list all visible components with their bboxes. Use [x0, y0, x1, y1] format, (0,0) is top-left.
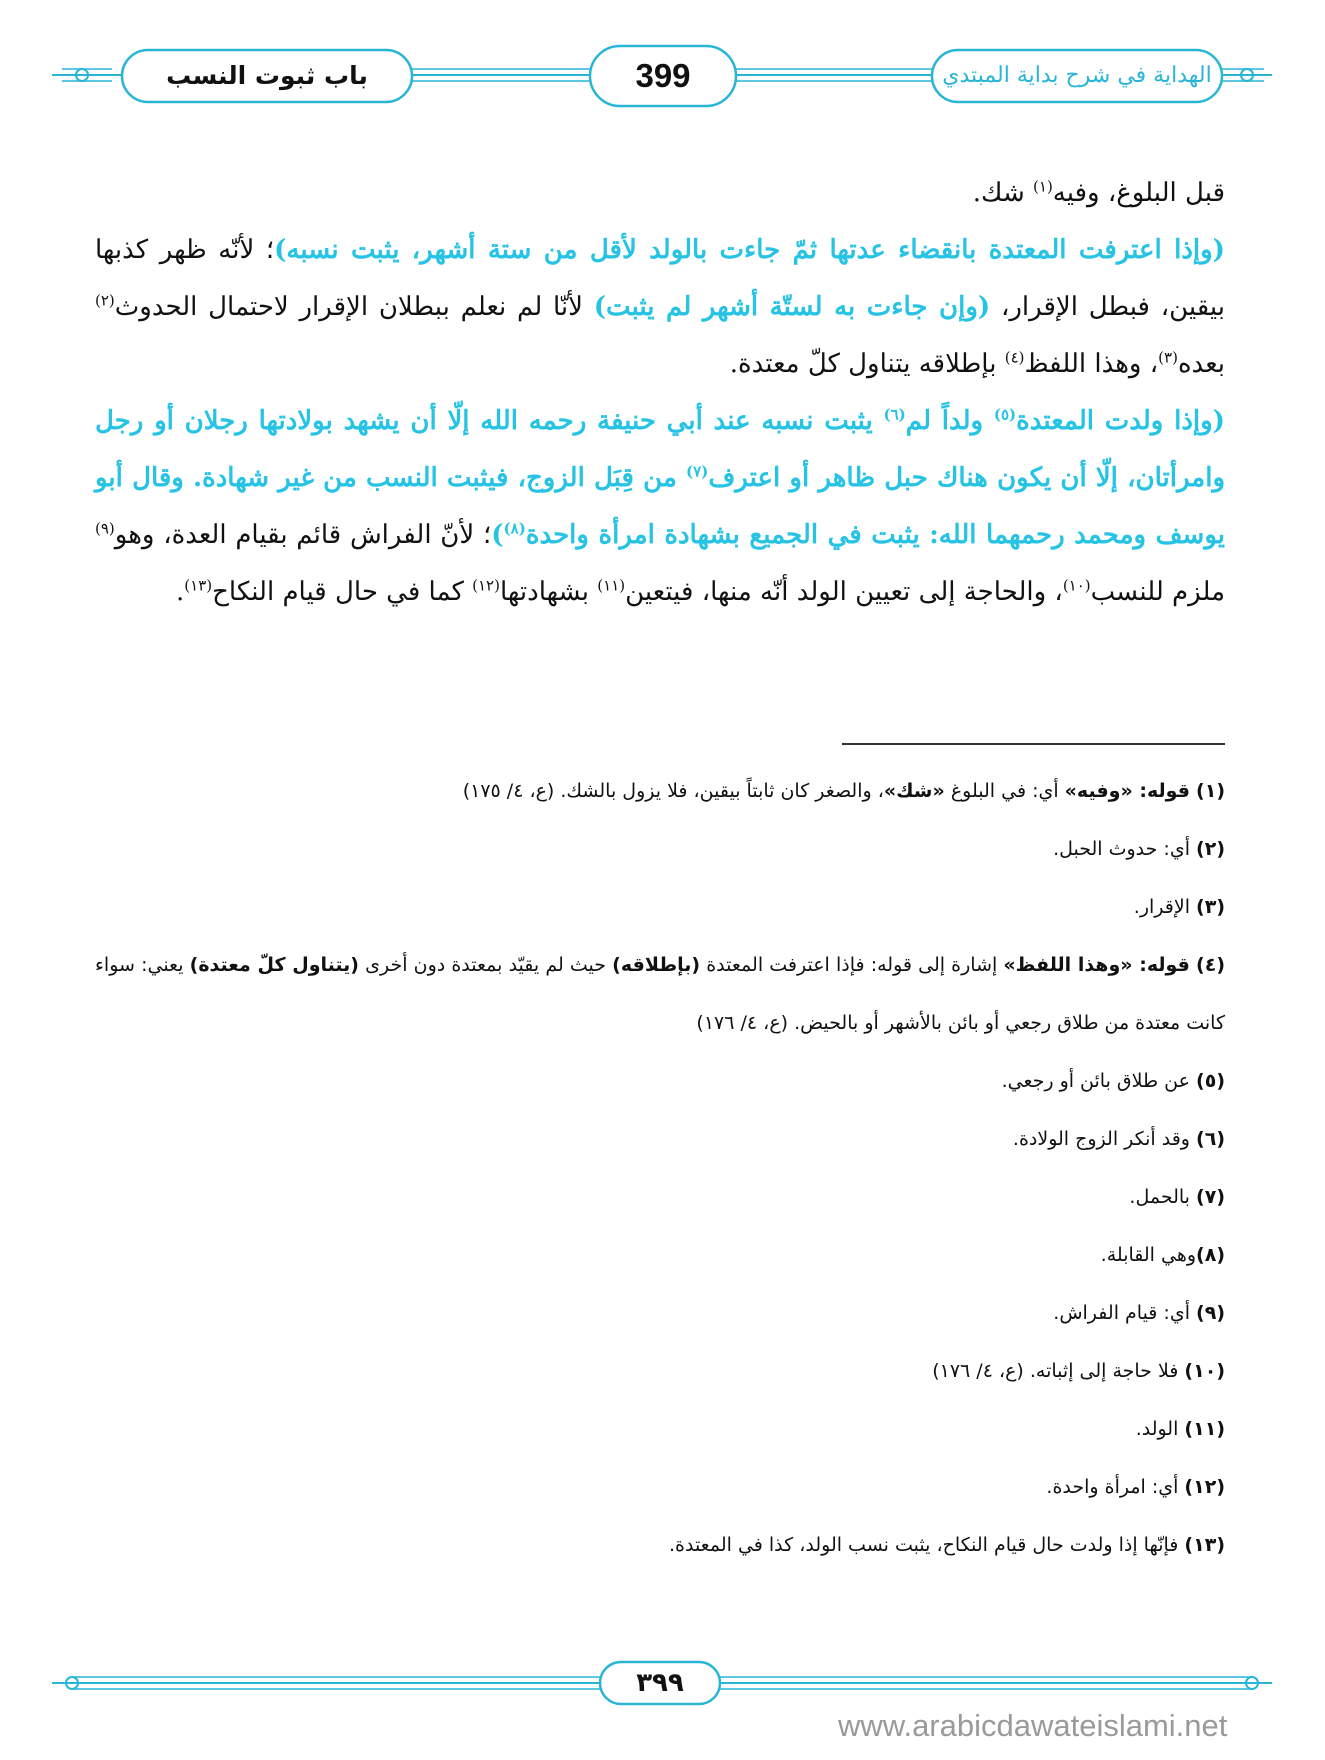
- footnote-13: [95, 1516, 1225, 1574]
- footnote-text: أي: قيام الفراش.: [1053, 1302, 1197, 1324]
- footnote-text: الإقرار.: [1133, 896, 1197, 918]
- footnote-2: [95, 820, 1225, 878]
- footnote-text: أي: امرأة واحدة.: [1046, 1476, 1185, 1498]
- footnote-6: [95, 1110, 1225, 1168]
- footnote-bold: (بإطلاقه): [612, 954, 701, 976]
- footnote-bold: (يتناول كلّ معتدة): [189, 954, 359, 976]
- matn-text: (وإذا اعترفت المعتدة بانقضاء عدتها ثمّ جاءت بالولد لأقل من ستة أشهر، يثبت نسبه): [274, 235, 1225, 265]
- matn-text: (وإن جاءت به لستّة أشهر لم يثبت): [593, 292, 991, 322]
- text-run: ؛ لأنّه ظهر كذبها بيقين، فبطل الإقرار،: [95, 235, 1225, 322]
- text-run: .: [176, 577, 185, 607]
- paragraph-2: [95, 222, 1225, 393]
- footnote-text: أي: حدوث الحبل.: [1053, 838, 1197, 860]
- footnote-ref: (٩): [95, 519, 115, 538]
- footnote-number: (١٠): [1184, 1360, 1225, 1382]
- paragraph-3: [95, 393, 1225, 621]
- footnote-text: فإنّها إذا ولدت حال قيام النكاح، يثبت نسب الولد، كذا في المعتدة.: [668, 1534, 1185, 1556]
- footnote-number: (٧): [1196, 1186, 1225, 1208]
- footnote-number: (٥): [1196, 1070, 1225, 1092]
- footnote-bold: قوله: «وهذا اللفظ»: [1003, 954, 1190, 976]
- footnote-7: [95, 1168, 1225, 1226]
- text-run: شك.: [972, 178, 1034, 208]
- text-run: قبل البلوغ، وفيه: [1052, 178, 1225, 208]
- footnote-ref: (٤): [1004, 348, 1025, 367]
- footnote-number: (٨): [1196, 1244, 1225, 1266]
- footnotes: [95, 762, 1225, 1574]
- footnote-9: [95, 1284, 1225, 1342]
- chapter-title: باب ثبوت النسب: [166, 61, 368, 90]
- text-run: كما في حال قيام النكاح: [212, 577, 473, 607]
- footnote-1: [95, 762, 1225, 820]
- footnote-ref: (٨): [503, 519, 526, 538]
- text-run: ملزم للنسب: [1090, 577, 1225, 607]
- footnote-text: بالحمل.: [1129, 1186, 1197, 1208]
- footnote-number: (١): [1196, 780, 1225, 802]
- footnote-bold: «شك»: [883, 780, 945, 802]
- footnote-text: وهي القابلة.: [1100, 1244, 1197, 1266]
- footnote-10: [95, 1342, 1225, 1400]
- footnote-5: [95, 1052, 1225, 1110]
- text-run: ، والحاجة إلى تعيين الولد أنّه منها، فيتعين: [625, 577, 1063, 607]
- header-page-number: 399: [635, 57, 691, 94]
- text-run: ، وهذا اللفظ: [1024, 349, 1159, 379]
- matn-text: من قِبَل الزوج، فيثبت النسب من غير شهادة. وقال أبو يوسف ومحمد رحمهما الله: يثبت في الجميع بشهادة امرأة واحدة: [95, 463, 1225, 550]
- matn-text: ولداً لم: [905, 406, 994, 436]
- footnote-ref: (١): [1033, 177, 1053, 196]
- footnote-number: (١٣): [1184, 1534, 1225, 1556]
- page-header: [52, 42, 1272, 112]
- text-run: بعده: [1177, 349, 1225, 379]
- book-title: الهداية في شرح بداية المبتدي: [942, 63, 1212, 88]
- footnote-ref: (٣): [1158, 348, 1178, 367]
- text-run: لأنّا لم نعلم ببطلان الإقرار لاحتمال الحدوث: [114, 292, 594, 322]
- footnote-text: حيث لم يقيّد بمعتدة دون أخرى: [358, 954, 613, 976]
- footnote-text: عن طلاق بائن أو رجعي.: [1001, 1070, 1197, 1092]
- text-run: ؛ لأنّ الفراش قائم بقيام العدة، وهو: [114, 520, 492, 550]
- footnote-ref: (١٠): [1062, 576, 1091, 595]
- page-footer: [52, 1658, 1272, 1708]
- footnote-ref: (١٢): [472, 576, 500, 595]
- footnote-number: (٣): [1196, 896, 1225, 918]
- footnote-ref: (٥): [993, 405, 1017, 424]
- footnote-text: يعني: سواء كانت معتدة من طلاق رجعي أو بائن بالأشهر أو بالحيض. (ع، ٤/ ١٧٦): [95, 954, 1225, 1034]
- main-text: [95, 165, 1225, 621]
- footnote-number: (٢): [1196, 838, 1225, 860]
- footnote-11: [95, 1400, 1225, 1458]
- footnote-ref: (٢): [95, 291, 115, 310]
- footnote-number: (١٢): [1184, 1476, 1225, 1498]
- footnote-text: ، والصغر كان ثابتاً بيقين، فلا يزول بالشك. (ع، ٤/ ١٧٥): [462, 780, 884, 802]
- footnote-8: [95, 1226, 1225, 1284]
- footnote-text: إشارة إلى قوله: فإذا اعترفت المعتدة: [700, 954, 1004, 976]
- matn-text: ): [491, 520, 504, 550]
- footnote-ref: (٧): [686, 462, 709, 481]
- footnote-ref: (٦): [883, 405, 906, 424]
- footnote-number: (٤): [1196, 954, 1226, 976]
- footnote-text: وقد أنكر الزوج الولادة.: [1012, 1128, 1197, 1150]
- footnote-number: (٦): [1196, 1128, 1225, 1150]
- footnote-text: الولد.: [1135, 1418, 1185, 1440]
- footnote-text: فلا حاجة إلى إثباته. (ع، ٤/ ١٧٦): [932, 1360, 1185, 1382]
- footnote-number: (٩): [1196, 1302, 1225, 1324]
- matn-text: (وإذا ولدت المعتدة: [1016, 406, 1225, 436]
- footnote-number: (١١): [1184, 1418, 1225, 1440]
- footnote-12: [95, 1458, 1225, 1516]
- footnote-ref: (١١): [597, 576, 626, 595]
- footnote-divider: [842, 743, 1225, 745]
- website-url: www.arabicdawateislami.net: [838, 1708, 1228, 1743]
- text-run: بشهادتها: [499, 577, 598, 607]
- footnote-bold: قوله: «وفيه»: [1064, 780, 1190, 802]
- matn-text: يثبت نسبه عند أبي حنيفة رحمه الله إلّا أن يشهد بولادتها رجلان أو رجل وامرأتان، إلّا أن يكون هناك حبل ظاهر أو اعترف: [95, 406, 1226, 493]
- text-run: بإطلاقه يتناول كلّ معتدة.: [729, 349, 1005, 379]
- footnote-ref: (١٣): [184, 576, 213, 595]
- footnote-4: [95, 936, 1225, 1052]
- footnote-text: أي: في البلوغ: [944, 780, 1065, 802]
- footer-page-number: ٣٩٩: [636, 1668, 684, 1698]
- footnote-3: [95, 878, 1225, 936]
- paragraph-1: [95, 165, 1225, 222]
